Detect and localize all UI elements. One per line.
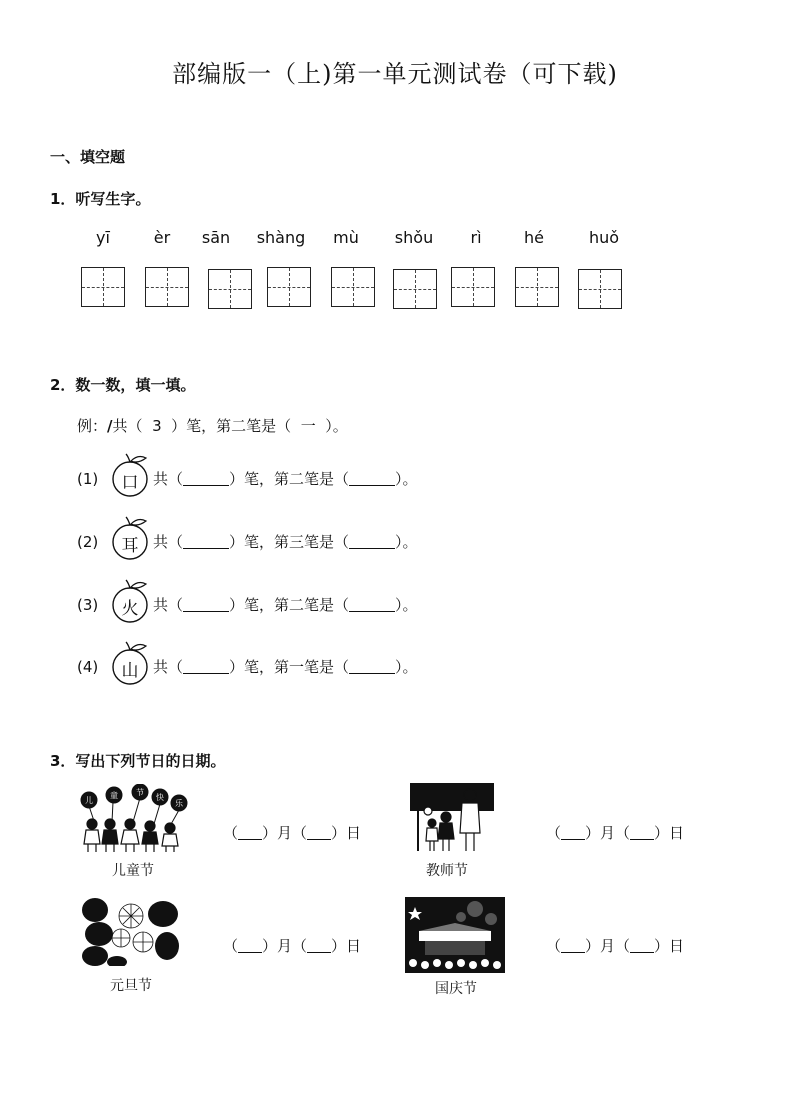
day-blank[interactable] [307,938,331,953]
holiday-caption-childrens-day: 儿童节 [112,863,154,879]
holiday-caption-new-years-day: 元旦节 [110,978,152,994]
national-day-illustration [405,897,505,973]
date-line-childrens-day: （ ）月（ ）日 [223,824,362,842]
pinyin-7: rì [470,228,482,247]
stroke-answer-blank[interactable] [349,534,395,549]
apple-char: 火 [121,599,139,619]
month-blank[interactable] [238,825,262,840]
item-number: (3) [77,596,99,614]
stroke-count-blank[interactable] [183,471,229,486]
question-3-heading: 3．写出下列节日的日期。 [50,752,226,770]
tianzige-box-5[interactable] [331,267,375,307]
question-2-heading: 2．数一数，填一填。 [50,376,196,394]
stroke-answer-blank[interactable] [349,471,395,486]
day-blank[interactable] [307,825,331,840]
date-line-national-day: （ ）月（ ）日 [546,937,685,955]
pinyin-6: shǒu [394,228,434,247]
tianzige-box-8[interactable] [515,267,559,307]
pinyin-3: sān [201,228,231,247]
item-number: (2) [77,533,99,551]
tianzige-box-3[interactable] [208,269,252,309]
pinyin-2: èr [153,228,171,247]
tianzige-box-4[interactable] [267,267,311,307]
tianzige-box-9[interactable] [578,269,622,309]
apple-icon [106,452,152,498]
stroke-count-blank[interactable] [183,597,229,612]
pinyin-5: mù [333,228,359,247]
date-line-teachers-day: （ ）月（ ）日 [546,824,685,842]
pinyin-8: hé [524,228,544,247]
new-years-day-illustration [81,896,179,966]
tianzige-box-2[interactable] [145,267,189,307]
stroke-answer-blank[interactable] [349,659,395,674]
page-title: 部编版一（上)第一单元测试卷（可下载) [172,60,618,88]
question-1-heading: 1．听写生字。 [50,190,151,208]
stroke-count-blank[interactable] [183,659,229,674]
pinyin-1: yī [96,228,110,247]
section-heading-fill-blank: 一、填空题 [50,148,126,166]
apple-icon [106,515,152,561]
balloon-char: 儿 [85,796,93,805]
holiday-caption-teachers-day: 教师节 [426,863,468,879]
apple-char: 山 [121,661,139,681]
childrens-day-illustration [78,784,188,854]
stroke-question-line: 共（ ）笔，第二笔是（ ）。 [153,470,418,488]
item-number: (1) [77,470,99,488]
tianzige-box-6[interactable] [393,269,437,309]
item-number: (4) [77,658,99,676]
tianzige-box-1[interactable] [81,267,125,307]
apple-char: 耳 [121,536,139,556]
balloon-char: 节 [136,788,144,797]
stroke-question-line: 共（ ）笔，第三笔是（ ）。 [153,533,418,551]
apple-icon [106,578,152,624]
example-line: 例：/共（ 3 ）笔，第二笔是（ 一 ）。 [77,417,348,435]
apple-icon [106,640,152,686]
holiday-caption-national-day: 国庆节 [435,981,477,997]
date-line-new-years-day: （ ）月（ ）日 [223,937,362,955]
day-blank[interactable] [630,938,654,953]
apple-char: 口 [121,473,139,493]
pinyin-9: huǒ [588,228,620,247]
month-blank[interactable] [561,825,585,840]
balloon-char: 童 [110,791,118,800]
stroke-answer-blank[interactable] [349,597,395,612]
month-blank[interactable] [238,938,262,953]
stroke-count-blank[interactable] [183,534,229,549]
tianzige-box-7[interactable] [451,267,495,307]
stroke-question-line: 共（ ）笔，第二笔是（ ）。 [153,596,418,614]
stroke-question-line: 共（ ）笔，第一笔是（ ）。 [153,658,418,676]
day-blank[interactable] [630,825,654,840]
balloon-char: 乐 [175,799,183,808]
balloon-char: 快 [156,793,164,802]
month-blank[interactable] [561,938,585,953]
pinyin-4: shàng [256,228,306,247]
teachers-day-illustration [408,781,496,853]
